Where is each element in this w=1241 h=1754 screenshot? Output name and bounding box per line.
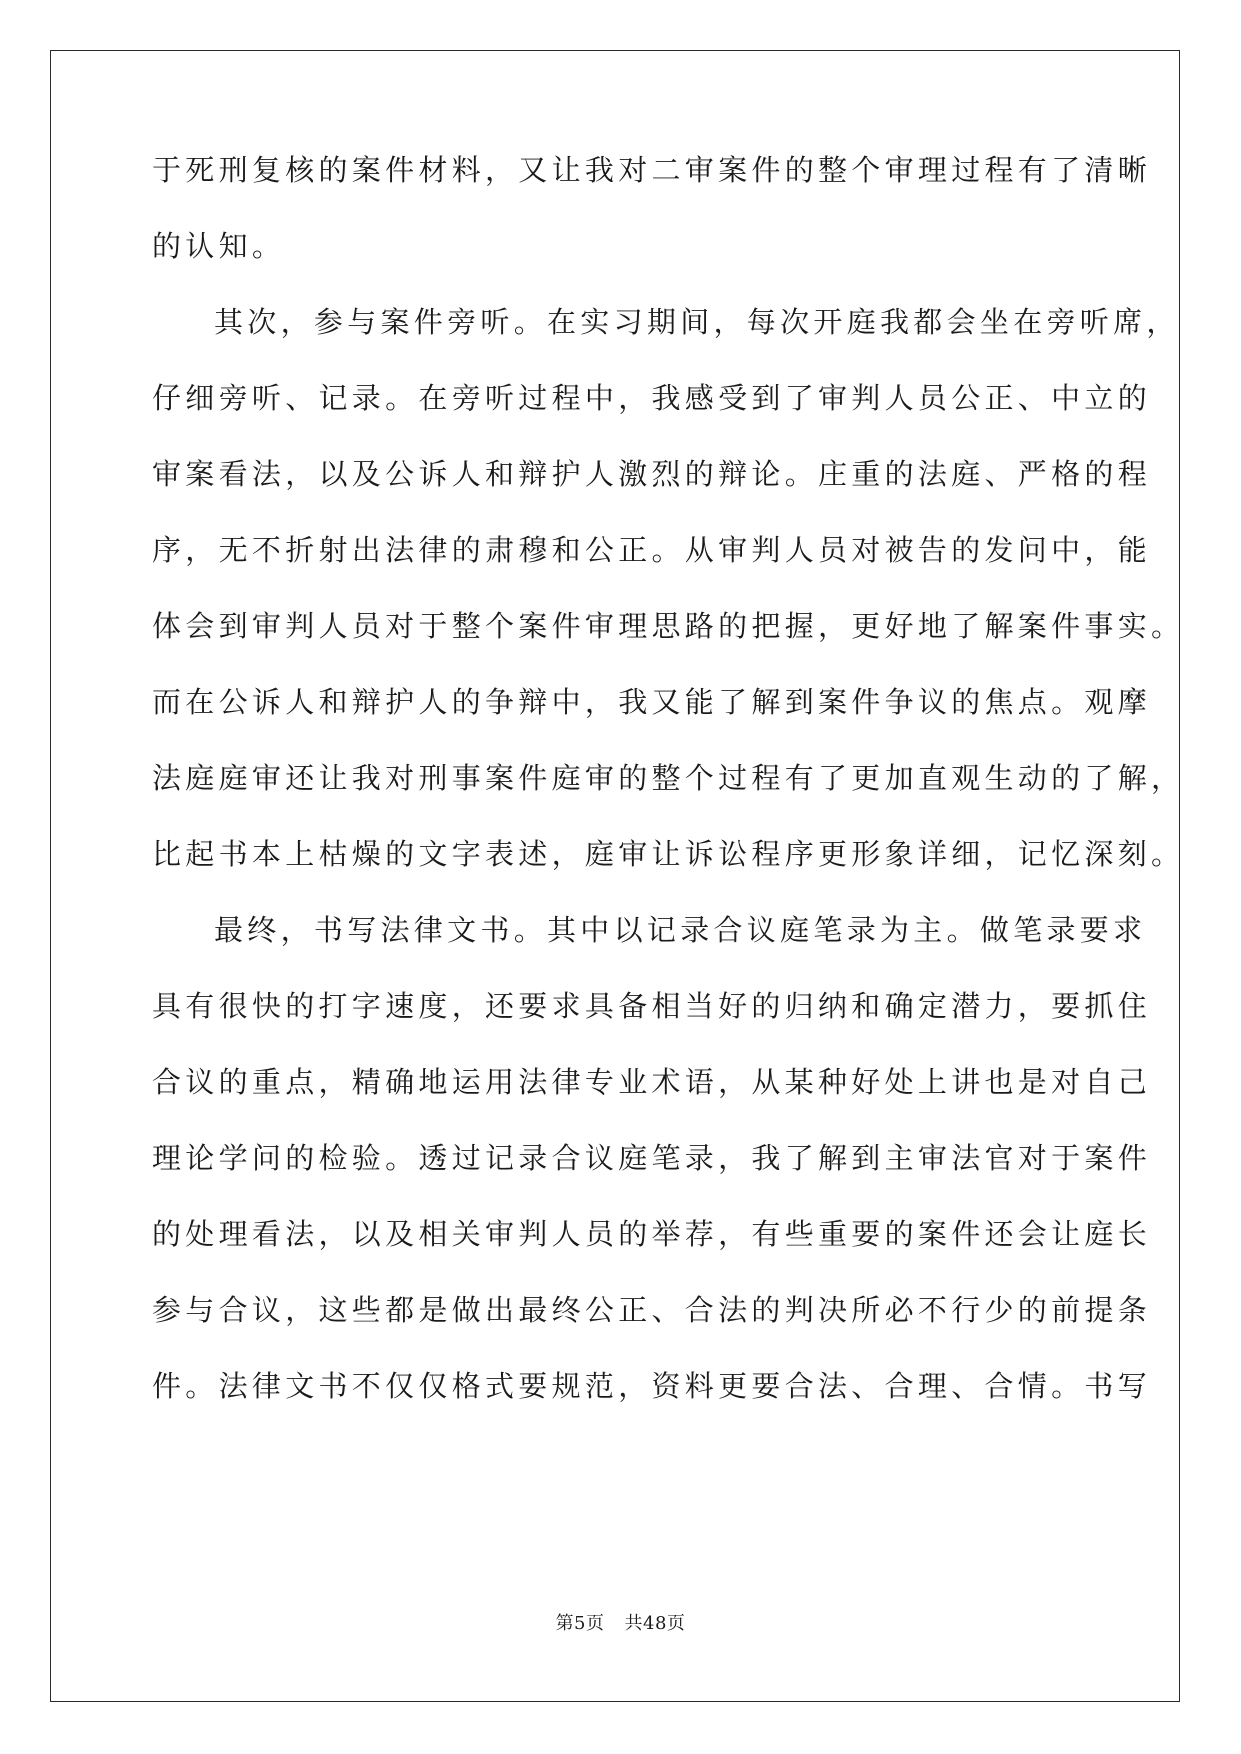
total-page-count: 共48页 bbox=[624, 1613, 686, 1634]
current-page-number: 第5页 bbox=[555, 1613, 605, 1634]
page-border bbox=[50, 50, 1185, 1702]
page-footer bbox=[0, 1612, 1241, 1636]
body-line-3: 其次，参与案件旁听。在实习期间，每次开庭我都会坐在旁听席， bbox=[214, 305, 1180, 339]
body-line-16: 参与合议，这些都是做出最终公正、合法的判决所必不行少的前提条 bbox=[152, 1293, 1152, 1327]
body-line-8: 而在公诉人和辩护人的争辩中，我又能了解到案件争议的焦点。观摩 bbox=[152, 685, 1152, 719]
body-line-14: 理论学问的检验。透过记录合议庭笔录，我了解到主审法官对于案件 bbox=[152, 1141, 1152, 1175]
body-line-9: 法庭庭审还让我对刑事案件庭审的整个过程有了更加直观生动的了解， bbox=[152, 761, 1185, 795]
body-line-1: 于死刑复核的案件材料，又让我对二审案件的整个审理过程有了清晰 bbox=[152, 153, 1152, 187]
body-line-7: 体会到审判人员对于整个案件审理思路的把握，更好地了解案件事实。 bbox=[152, 609, 1185, 643]
body-line-11: 最终，书写法律文书。其中以记录合议庭笔录为主。做笔录要求 bbox=[214, 913, 1147, 947]
body-line-10: 比起书本上枯燥的文字表述，庭审让诉讼程序更形象详细，记忆深刻。 bbox=[152, 837, 1185, 871]
body-line-4: 仔细旁听、记录。在旁听过程中，我感受到了审判人员公正、中立的 bbox=[152, 381, 1152, 415]
body-line-13: 合议的重点，精确地运用法律专业术语，从某种好处上讲也是对自己 bbox=[152, 1065, 1152, 1099]
body-line-5: 审案看法，以及公诉人和辩护人激烈的辩论。庄重的法庭、严格的程 bbox=[152, 457, 1152, 491]
body-line-2: 的认知。 bbox=[152, 229, 286, 263]
body-line-17: 件。法律文书不仅仅格式要规范，资料更要合法、合理、合情。书写 bbox=[152, 1369, 1152, 1403]
body-line-15: 的处理看法，以及相关审判人员的举荐，有些重要的案件还会让庭长 bbox=[152, 1217, 1152, 1251]
body-line-6: 序，无不折射出法律的肃穆和公正。从审判人员对被告的发问中，能 bbox=[152, 533, 1152, 567]
body-line-12: 具有很快的打字速度，还要求具备相当好的归纳和确定潜力，要抓住 bbox=[152, 989, 1152, 1023]
